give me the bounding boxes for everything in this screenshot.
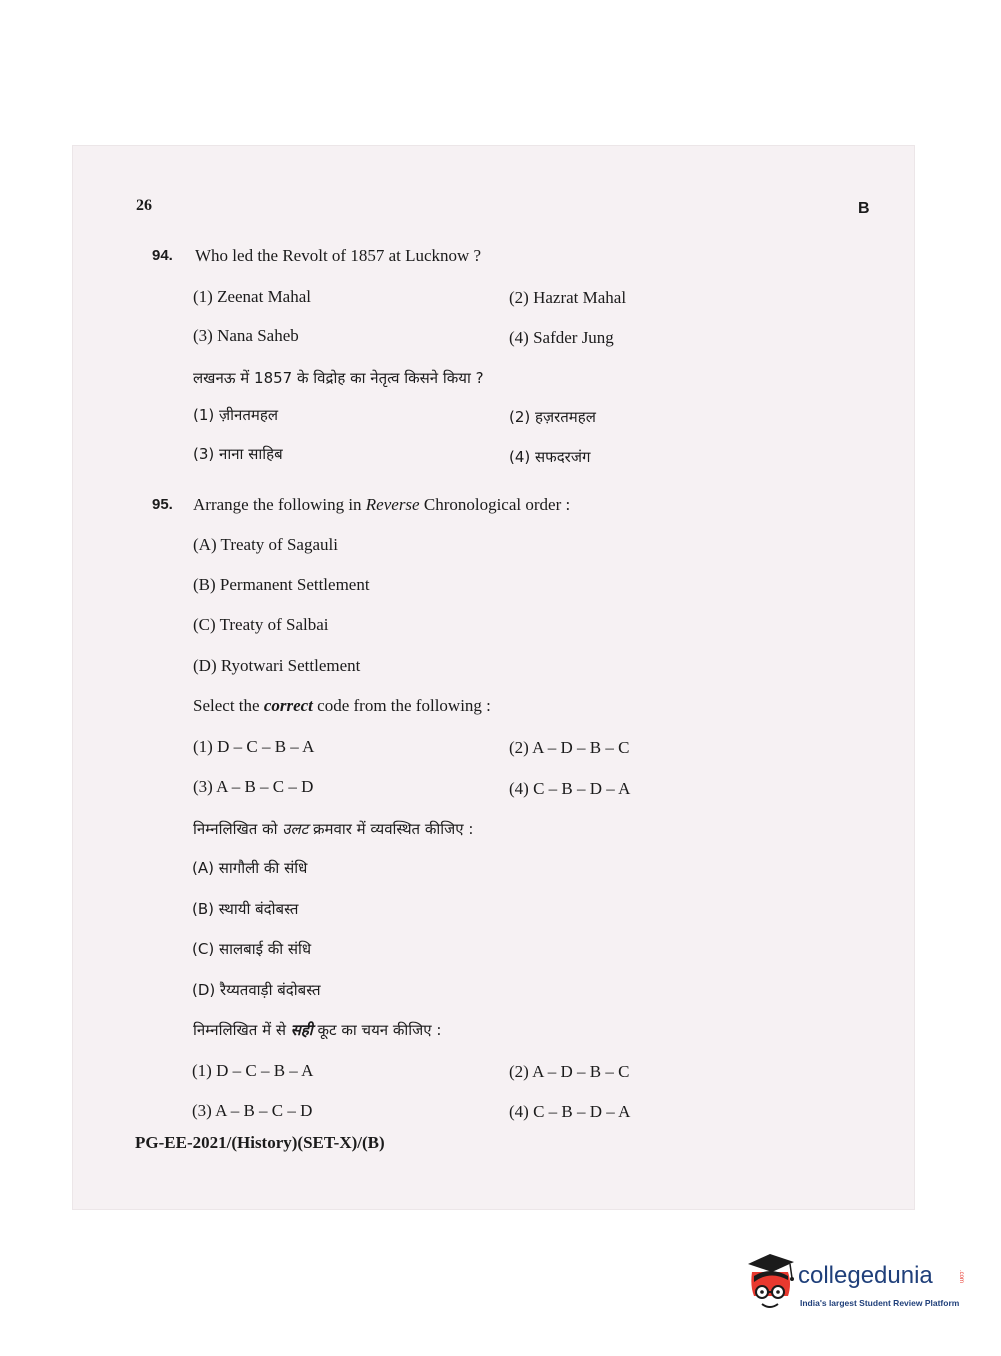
page-number: 26 — [136, 197, 152, 214]
collegedunia-logo[interactable] — [744, 1252, 974, 1322]
q95-hindi-item-c: (C) सालबाई की संधि — [192, 940, 312, 958]
question-95-hindi: निम्नलिखित को उलट क्रमवार में व्यवस्थित कीजिए : — [193, 820, 474, 838]
q95-option-4: (4) C – B – D – A — [509, 779, 631, 798]
student-mascot-icon — [744, 1252, 800, 1322]
set-code: B — [858, 200, 870, 217]
question-94-number: 94. — [152, 247, 173, 264]
q95-item-a: (A) Treaty of Sagauli — [193, 535, 338, 554]
q95-hindi-item-a: (A) सागौली की संधि — [192, 859, 308, 877]
q94-hindi-option-3: (3) नाना साहिब — [193, 445, 283, 463]
logo-domain: .com — [958, 1270, 964, 1284]
q95-hindi-item-d: (D) रैय्यतवाड़ी बंदोबस्त — [192, 981, 321, 999]
q94-hindi-option-2: (2) हज़रतमहल — [509, 408, 596, 426]
q95-hindi-option-4: (4) C – B – D – A — [509, 1102, 631, 1121]
q95-hindi-option-1: (1) D – C – B – A — [192, 1061, 314, 1080]
question-94-english: Who led the Revolt of 1857 at Lucknow ? — [195, 246, 482, 265]
q94-option-3: (3) Nana Saheb — [193, 326, 299, 345]
q95-option-3: (3) A – B – C – D — [193, 777, 314, 796]
question-94-hindi: लखनऊ में 1857 के विद्रोह का नेतृत्व किसने किया ? — [193, 369, 484, 387]
logo-tagline: India's largest Student Review Platform — [800, 1298, 960, 1308]
q95-item-c: (C) Treaty of Salbai — [193, 615, 329, 634]
q95-hindi-item-b: (B) स्थायी बंदोबस्त — [192, 900, 299, 918]
q94-option-1: (1) Zeenat Mahal — [193, 287, 311, 306]
q94-option-2: (2) Hazrat Mahal — [509, 288, 627, 307]
q95-select-instruction: Select the correct code from the following : — [193, 696, 491, 715]
q95-option-1: (1) D – C – B – A — [193, 737, 315, 756]
q95-item-d: (D) Ryotwari Settlement — [193, 656, 361, 675]
question-95-english: Arrange the following in Reverse Chronological order : — [193, 495, 571, 514]
q95-hindi-option-3: (3) A – B – C – D — [192, 1101, 313, 1120]
q95-item-b: (B) Permanent Settlement — [193, 575, 370, 594]
q94-hindi-option-4: (4) सफदरजंग — [509, 448, 591, 466]
logo-wordmark: collegedunia — [798, 1262, 933, 1289]
paper-code-footer: PG-EE-2021/(History)(SET-X)/(B) — [135, 1133, 385, 1152]
q94-hindi-option-1: (1) ज़ीनतमहल — [193, 406, 279, 424]
q95-option-2: (2) A – D – B – C — [509, 738, 630, 757]
question-95-number: 95. — [152, 496, 173, 513]
q95-hindi-select-instruction: निम्नलिखित में से सही कूट का चयन कीजिए : — [193, 1021, 442, 1039]
q95-hindi-option-2: (2) A – D – B – C — [509, 1062, 630, 1081]
q94-option-4: (4) Safder Jung — [509, 328, 614, 347]
